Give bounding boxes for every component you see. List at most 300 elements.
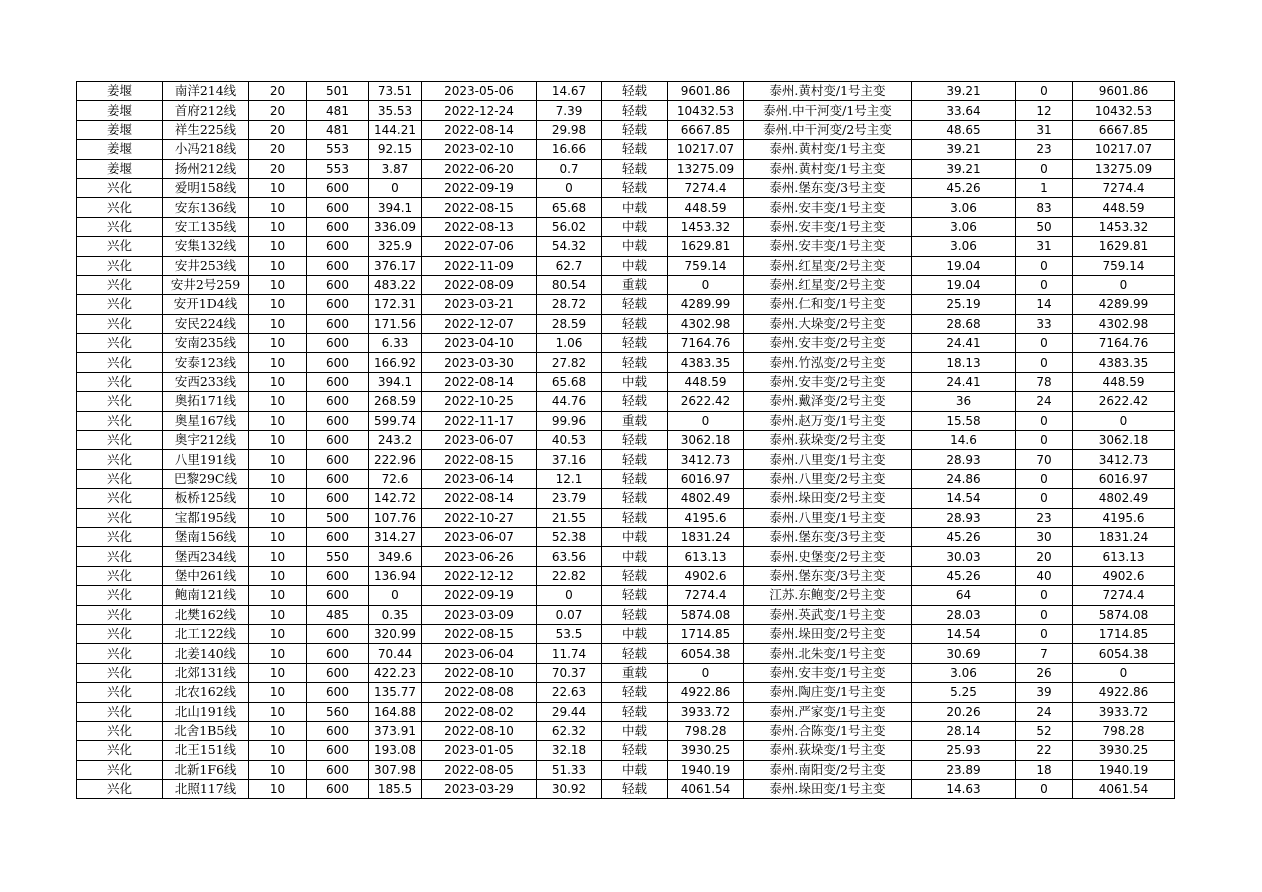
load-rate-cell: 11.74 [537, 644, 602, 663]
count-cell: 1 [1016, 178, 1073, 197]
load-rate-cell: 12.1 [537, 469, 602, 488]
table-row [77, 431, 1175, 450]
count-cell: 0 [1016, 780, 1073, 799]
transformer-cell: 泰州.安丰变/1号主变 [744, 237, 912, 256]
line-name-cell: 北新1F6线 [163, 760, 249, 779]
date-cell: 2022-08-15 [422, 624, 537, 643]
transformer-cell: 泰州.荻垛变/1号主变 [744, 741, 912, 760]
margin-cell: 0 [1073, 663, 1175, 682]
voltage-cell: 10 [249, 314, 307, 333]
voltage-cell: 10 [249, 275, 307, 294]
capacity-cell: 600 [307, 586, 369, 605]
load-status-cell: 轻载 [602, 392, 668, 411]
margin-cell: 10217.07 [1073, 140, 1175, 159]
load-status-cell: 轻载 [602, 780, 668, 799]
line-name-cell: 奥拓171线 [163, 392, 249, 411]
count-cell: 26 [1016, 663, 1073, 682]
line-name-cell: 北照117线 [163, 780, 249, 799]
table-row [77, 392, 1175, 411]
district-cell: 兴化 [77, 295, 163, 314]
table-row [77, 469, 1175, 488]
count-cell: 0 [1016, 353, 1073, 372]
available-capacity-cell: 1714.85 [668, 624, 744, 643]
count-cell: 24 [1016, 392, 1073, 411]
district-cell: 兴化 [77, 411, 163, 430]
voltage-cell: 10 [249, 508, 307, 527]
count-cell: 0 [1016, 275, 1073, 294]
transformer-cell: 泰州.安丰变/1号主变 [744, 663, 912, 682]
available-capacity-cell: 10432.53 [668, 101, 744, 120]
load-status-cell: 重载 [602, 663, 668, 682]
date-cell: 2023-01-05 [422, 741, 537, 760]
transformer-rate-cell: 39.21 [912, 159, 1016, 178]
table-body [77, 82, 1175, 799]
load-rate-cell: 22.63 [537, 683, 602, 702]
transformer-cell: 泰州.八里变/2号主变 [744, 469, 912, 488]
capacity-cell: 600 [307, 489, 369, 508]
available-capacity-cell: 0 [668, 275, 744, 294]
district-cell: 兴化 [77, 780, 163, 799]
line-name-cell: 安西233线 [163, 372, 249, 391]
capacity-cell: 600 [307, 217, 369, 236]
date-cell: 2022-09-19 [422, 178, 537, 197]
district-cell: 姜堰 [77, 82, 163, 101]
available-capacity-cell: 0 [668, 411, 744, 430]
date-cell: 2022-07-06 [422, 237, 537, 256]
transformer-cell: 泰州.垛田变/2号主变 [744, 624, 912, 643]
margin-cell: 10432.53 [1073, 101, 1175, 120]
table-row [77, 120, 1175, 139]
transformer-cell: 泰州.严家变/1号主变 [744, 702, 912, 721]
voltage-cell: 10 [249, 760, 307, 779]
count-cell: 0 [1016, 334, 1073, 353]
district-cell: 兴化 [77, 586, 163, 605]
count-cell: 0 [1016, 256, 1073, 275]
transformer-cell: 泰州.仁和变/1号主变 [744, 295, 912, 314]
capacity-cell: 560 [307, 702, 369, 721]
available-capacity-cell: 4383.35 [668, 353, 744, 372]
line-name-cell: 安东136线 [163, 198, 249, 217]
voltage-cell: 20 [249, 120, 307, 139]
date-cell: 2023-03-09 [422, 605, 537, 624]
line-name-cell: 小冯218线 [163, 140, 249, 159]
count-cell: 0 [1016, 489, 1073, 508]
date-cell: 2022-10-27 [422, 508, 537, 527]
available-capacity-cell: 9601.86 [668, 82, 744, 101]
capacity-cell: 600 [307, 178, 369, 197]
margin-cell: 798.28 [1073, 721, 1175, 740]
load-value-cell: 0 [369, 586, 422, 605]
capacity-cell: 600 [307, 198, 369, 217]
capacity-cell: 600 [307, 469, 369, 488]
capacity-cell: 600 [307, 353, 369, 372]
load-value-cell: 422.23 [369, 663, 422, 682]
capacity-cell: 553 [307, 159, 369, 178]
transformer-rate-cell: 18.13 [912, 353, 1016, 372]
margin-cell: 4902.6 [1073, 566, 1175, 585]
capacity-cell: 600 [307, 314, 369, 333]
available-capacity-cell: 6054.38 [668, 644, 744, 663]
table-row [77, 256, 1175, 275]
district-cell: 姜堰 [77, 140, 163, 159]
available-capacity-cell: 448.59 [668, 198, 744, 217]
voltage-cell: 10 [249, 469, 307, 488]
available-capacity-cell: 798.28 [668, 721, 744, 740]
available-capacity-cell: 5874.08 [668, 605, 744, 624]
table-row [77, 295, 1175, 314]
district-cell: 兴化 [77, 372, 163, 391]
table-row [77, 275, 1175, 294]
table-row [77, 372, 1175, 391]
available-capacity-cell: 4902.6 [668, 566, 744, 585]
count-cell: 0 [1016, 411, 1073, 430]
load-rate-cell: 7.39 [537, 101, 602, 120]
load-value-cell: 0 [369, 178, 422, 197]
load-value-cell: 171.56 [369, 314, 422, 333]
district-cell: 兴化 [77, 314, 163, 333]
load-status-cell: 中载 [602, 372, 668, 391]
date-cell: 2022-08-15 [422, 198, 537, 217]
capacity-cell: 500 [307, 508, 369, 527]
date-cell: 2022-12-07 [422, 314, 537, 333]
margin-cell: 5874.08 [1073, 605, 1175, 624]
transformer-cell: 泰州.八里变/1号主变 [744, 450, 912, 469]
load-status-cell: 轻载 [602, 741, 668, 760]
line-name-cell: 爱明158线 [163, 178, 249, 197]
load-value-cell: 142.72 [369, 489, 422, 508]
transformer-rate-cell: 36 [912, 392, 1016, 411]
load-rate-cell: 44.76 [537, 392, 602, 411]
count-cell: 52 [1016, 721, 1073, 740]
capacity-cell: 600 [307, 431, 369, 450]
voltage-cell: 10 [249, 683, 307, 702]
transformer-rate-cell: 24.41 [912, 372, 1016, 391]
load-status-cell: 中载 [602, 198, 668, 217]
margin-cell: 1940.19 [1073, 760, 1175, 779]
date-cell: 2022-08-09 [422, 275, 537, 294]
transformer-cell: 泰州.陶庄变/1号主变 [744, 683, 912, 702]
load-value-cell: 243.2 [369, 431, 422, 450]
count-cell: 0 [1016, 159, 1073, 178]
voltage-cell: 10 [249, 295, 307, 314]
district-cell: 兴化 [77, 527, 163, 546]
margin-cell: 1831.24 [1073, 527, 1175, 546]
district-cell: 兴化 [77, 353, 163, 372]
margin-cell: 4383.35 [1073, 353, 1175, 372]
table-row [77, 198, 1175, 217]
available-capacity-cell: 6667.85 [668, 120, 744, 139]
capacity-cell: 600 [307, 566, 369, 585]
available-capacity-cell: 759.14 [668, 256, 744, 275]
date-cell: 2023-03-29 [422, 780, 537, 799]
transformer-rate-cell: 3.06 [912, 217, 1016, 236]
date-cell: 2022-08-15 [422, 450, 537, 469]
load-rate-cell: 99.96 [537, 411, 602, 430]
margin-cell: 0 [1073, 275, 1175, 294]
voltage-cell: 20 [249, 159, 307, 178]
date-cell: 2023-03-21 [422, 295, 537, 314]
margin-cell: 3933.72 [1073, 702, 1175, 721]
load-rate-cell: 22.82 [537, 566, 602, 585]
capacity-cell: 553 [307, 140, 369, 159]
table-row [77, 178, 1175, 197]
voltage-cell: 10 [249, 644, 307, 663]
table-row [77, 741, 1175, 760]
load-value-cell: 376.17 [369, 256, 422, 275]
feeder-load-table [76, 81, 1175, 799]
table-row [77, 760, 1175, 779]
capacity-cell: 600 [307, 372, 369, 391]
line-name-cell: 安井253线 [163, 256, 249, 275]
transformer-rate-cell: 28.03 [912, 605, 1016, 624]
load-value-cell: 268.59 [369, 392, 422, 411]
voltage-cell: 10 [249, 663, 307, 682]
table-row [77, 702, 1175, 721]
load-rate-cell: 62.32 [537, 721, 602, 740]
count-cell: 20 [1016, 547, 1073, 566]
transformer-cell: 泰州.堡东变/3号主变 [744, 566, 912, 585]
transformer-cell: 泰州.垛田变/1号主变 [744, 780, 912, 799]
district-cell: 兴化 [77, 566, 163, 585]
load-value-cell: 320.99 [369, 624, 422, 643]
transformer-cell: 泰州.赵万变/1号主变 [744, 411, 912, 430]
load-status-cell: 中载 [602, 760, 668, 779]
table-row [77, 334, 1175, 353]
line-name-cell: 堡中261线 [163, 566, 249, 585]
transformer-rate-cell: 48.65 [912, 120, 1016, 139]
table-row [77, 663, 1175, 682]
table-row [77, 605, 1175, 624]
available-capacity-cell: 3062.18 [668, 431, 744, 450]
voltage-cell: 10 [249, 721, 307, 740]
margin-cell: 4195.6 [1073, 508, 1175, 527]
load-status-cell: 中载 [602, 527, 668, 546]
count-cell: 78 [1016, 372, 1073, 391]
load-rate-cell: 21.55 [537, 508, 602, 527]
line-name-cell: 鲍南121线 [163, 586, 249, 605]
district-cell: 兴化 [77, 431, 163, 450]
transformer-rate-cell: 14.6 [912, 431, 1016, 450]
load-rate-cell: 37.16 [537, 450, 602, 469]
transformer-rate-cell: 39.21 [912, 140, 1016, 159]
count-cell: 0 [1016, 431, 1073, 450]
table-row [77, 527, 1175, 546]
date-cell: 2023-06-26 [422, 547, 537, 566]
date-cell: 2023-06-14 [422, 469, 537, 488]
district-cell: 兴化 [77, 217, 163, 236]
line-name-cell: 北舍1B5线 [163, 721, 249, 740]
line-name-cell: 北姜140线 [163, 644, 249, 663]
date-cell: 2022-08-10 [422, 663, 537, 682]
transformer-rate-cell: 33.64 [912, 101, 1016, 120]
load-status-cell: 中载 [602, 237, 668, 256]
load-status-cell: 中载 [602, 721, 668, 740]
load-rate-cell: 80.54 [537, 275, 602, 294]
line-name-cell: 巴黎29C线 [163, 469, 249, 488]
margin-cell: 7274.4 [1073, 586, 1175, 605]
margin-cell: 448.59 [1073, 198, 1175, 217]
district-cell: 兴化 [77, 605, 163, 624]
transformer-cell: 泰州.红星变/2号主变 [744, 275, 912, 294]
available-capacity-cell: 6016.97 [668, 469, 744, 488]
date-cell: 2023-03-30 [422, 353, 537, 372]
table-row [77, 547, 1175, 566]
margin-cell: 4922.86 [1073, 683, 1175, 702]
district-cell: 兴化 [77, 741, 163, 760]
count-cell: 0 [1016, 586, 1073, 605]
load-rate-cell: 0 [537, 586, 602, 605]
voltage-cell: 10 [249, 334, 307, 353]
district-cell: 兴化 [77, 256, 163, 275]
district-cell: 兴化 [77, 489, 163, 508]
district-cell: 兴化 [77, 198, 163, 217]
line-name-cell: 北王151线 [163, 741, 249, 760]
load-status-cell: 轻载 [602, 178, 668, 197]
count-cell: 0 [1016, 605, 1073, 624]
available-capacity-cell: 3933.72 [668, 702, 744, 721]
load-value-cell: 185.5 [369, 780, 422, 799]
load-value-cell: 394.1 [369, 372, 422, 391]
count-cell: 7 [1016, 644, 1073, 663]
load-rate-cell: 1.06 [537, 334, 602, 353]
district-cell: 兴化 [77, 624, 163, 643]
district-cell: 兴化 [77, 683, 163, 702]
available-capacity-cell: 7164.76 [668, 334, 744, 353]
available-capacity-cell: 3930.25 [668, 741, 744, 760]
voltage-cell: 20 [249, 101, 307, 120]
table-row [77, 508, 1175, 527]
line-name-cell: 奥宇212线 [163, 431, 249, 450]
load-status-cell: 中载 [602, 624, 668, 643]
transformer-rate-cell: 19.04 [912, 275, 1016, 294]
load-value-cell: 3.87 [369, 159, 422, 178]
voltage-cell: 20 [249, 140, 307, 159]
voltage-cell: 10 [249, 624, 307, 643]
count-cell: 23 [1016, 140, 1073, 159]
load-rate-cell: 56.02 [537, 217, 602, 236]
line-name-cell: 安民224线 [163, 314, 249, 333]
transformer-rate-cell: 20.26 [912, 702, 1016, 721]
capacity-cell: 485 [307, 605, 369, 624]
load-status-cell: 轻载 [602, 82, 668, 101]
voltage-cell: 10 [249, 586, 307, 605]
available-capacity-cell: 4061.54 [668, 780, 744, 799]
available-capacity-cell: 4195.6 [668, 508, 744, 527]
line-name-cell: 扬州212线 [163, 159, 249, 178]
load-rate-cell: 32.18 [537, 741, 602, 760]
transformer-cell: 泰州.南阳变/2号主变 [744, 760, 912, 779]
date-cell: 2023-06-07 [422, 431, 537, 450]
voltage-cell: 10 [249, 372, 307, 391]
count-cell: 33 [1016, 314, 1073, 333]
load-rate-cell: 29.98 [537, 120, 602, 139]
line-name-cell: 奥星167线 [163, 411, 249, 430]
transformer-rate-cell: 30.03 [912, 547, 1016, 566]
line-name-cell: 首府212线 [163, 101, 249, 120]
count-cell: 0 [1016, 469, 1073, 488]
margin-cell: 1629.81 [1073, 237, 1175, 256]
load-value-cell: 166.92 [369, 353, 422, 372]
available-capacity-cell: 2622.42 [668, 392, 744, 411]
load-rate-cell: 28.72 [537, 295, 602, 314]
count-cell: 30 [1016, 527, 1073, 546]
load-rate-cell: 52.38 [537, 527, 602, 546]
load-rate-cell: 54.32 [537, 237, 602, 256]
margin-cell: 759.14 [1073, 256, 1175, 275]
load-rate-cell: 0.7 [537, 159, 602, 178]
count-cell: 18 [1016, 760, 1073, 779]
margin-cell: 1714.85 [1073, 624, 1175, 643]
district-cell: 兴化 [77, 275, 163, 294]
district-cell: 兴化 [77, 663, 163, 682]
load-value-cell: 73.51 [369, 82, 422, 101]
load-rate-cell: 63.56 [537, 547, 602, 566]
load-value-cell: 325.9 [369, 237, 422, 256]
load-status-cell: 中载 [602, 256, 668, 275]
load-status-cell: 轻载 [602, 489, 668, 508]
table-row [77, 159, 1175, 178]
load-status-cell: 中载 [602, 217, 668, 236]
voltage-cell: 10 [249, 392, 307, 411]
transformer-cell: 泰州.安丰变/2号主变 [744, 334, 912, 353]
margin-cell: 4302.98 [1073, 314, 1175, 333]
margin-cell: 4289.99 [1073, 295, 1175, 314]
available-capacity-cell: 7274.4 [668, 586, 744, 605]
district-cell: 姜堰 [77, 159, 163, 178]
date-cell: 2023-06-04 [422, 644, 537, 663]
transformer-cell: 泰州.安丰变/2号主变 [744, 372, 912, 391]
count-cell: 31 [1016, 237, 1073, 256]
transformer-rate-cell: 45.26 [912, 527, 1016, 546]
count-cell: 83 [1016, 198, 1073, 217]
transformer-cell: 泰州.史堡变/2号主变 [744, 547, 912, 566]
load-value-cell: 193.08 [369, 741, 422, 760]
district-cell: 兴化 [77, 644, 163, 663]
available-capacity-cell: 0 [668, 663, 744, 682]
district-cell: 兴化 [77, 721, 163, 740]
margin-cell: 6016.97 [1073, 469, 1175, 488]
load-value-cell: 483.22 [369, 275, 422, 294]
voltage-cell: 10 [249, 547, 307, 566]
margin-cell: 0 [1073, 411, 1175, 430]
voltage-cell: 10 [249, 566, 307, 585]
table-row [77, 314, 1175, 333]
transformer-rate-cell: 28.68 [912, 314, 1016, 333]
transformer-rate-cell: 28.93 [912, 450, 1016, 469]
available-capacity-cell: 7274.4 [668, 178, 744, 197]
available-capacity-cell: 1940.19 [668, 760, 744, 779]
transformer-rate-cell: 14.63 [912, 780, 1016, 799]
transformer-rate-cell: 3.06 [912, 237, 1016, 256]
count-cell: 12 [1016, 101, 1073, 120]
line-name-cell: 北农162线 [163, 683, 249, 702]
transformer-cell: 泰州.竹泓变/2号主变 [744, 353, 912, 372]
line-name-cell: 堡西234线 [163, 547, 249, 566]
available-capacity-cell: 1453.32 [668, 217, 744, 236]
count-cell: 24 [1016, 702, 1073, 721]
margin-cell: 448.59 [1073, 372, 1175, 391]
transformer-rate-cell: 64 [912, 586, 1016, 605]
capacity-cell: 600 [307, 450, 369, 469]
voltage-cell: 10 [249, 605, 307, 624]
load-rate-cell: 29.44 [537, 702, 602, 721]
table-row [77, 780, 1175, 799]
table-row [77, 489, 1175, 508]
load-status-cell: 轻载 [602, 120, 668, 139]
count-cell: 50 [1016, 217, 1073, 236]
date-cell: 2022-12-12 [422, 566, 537, 585]
margin-cell: 9601.86 [1073, 82, 1175, 101]
